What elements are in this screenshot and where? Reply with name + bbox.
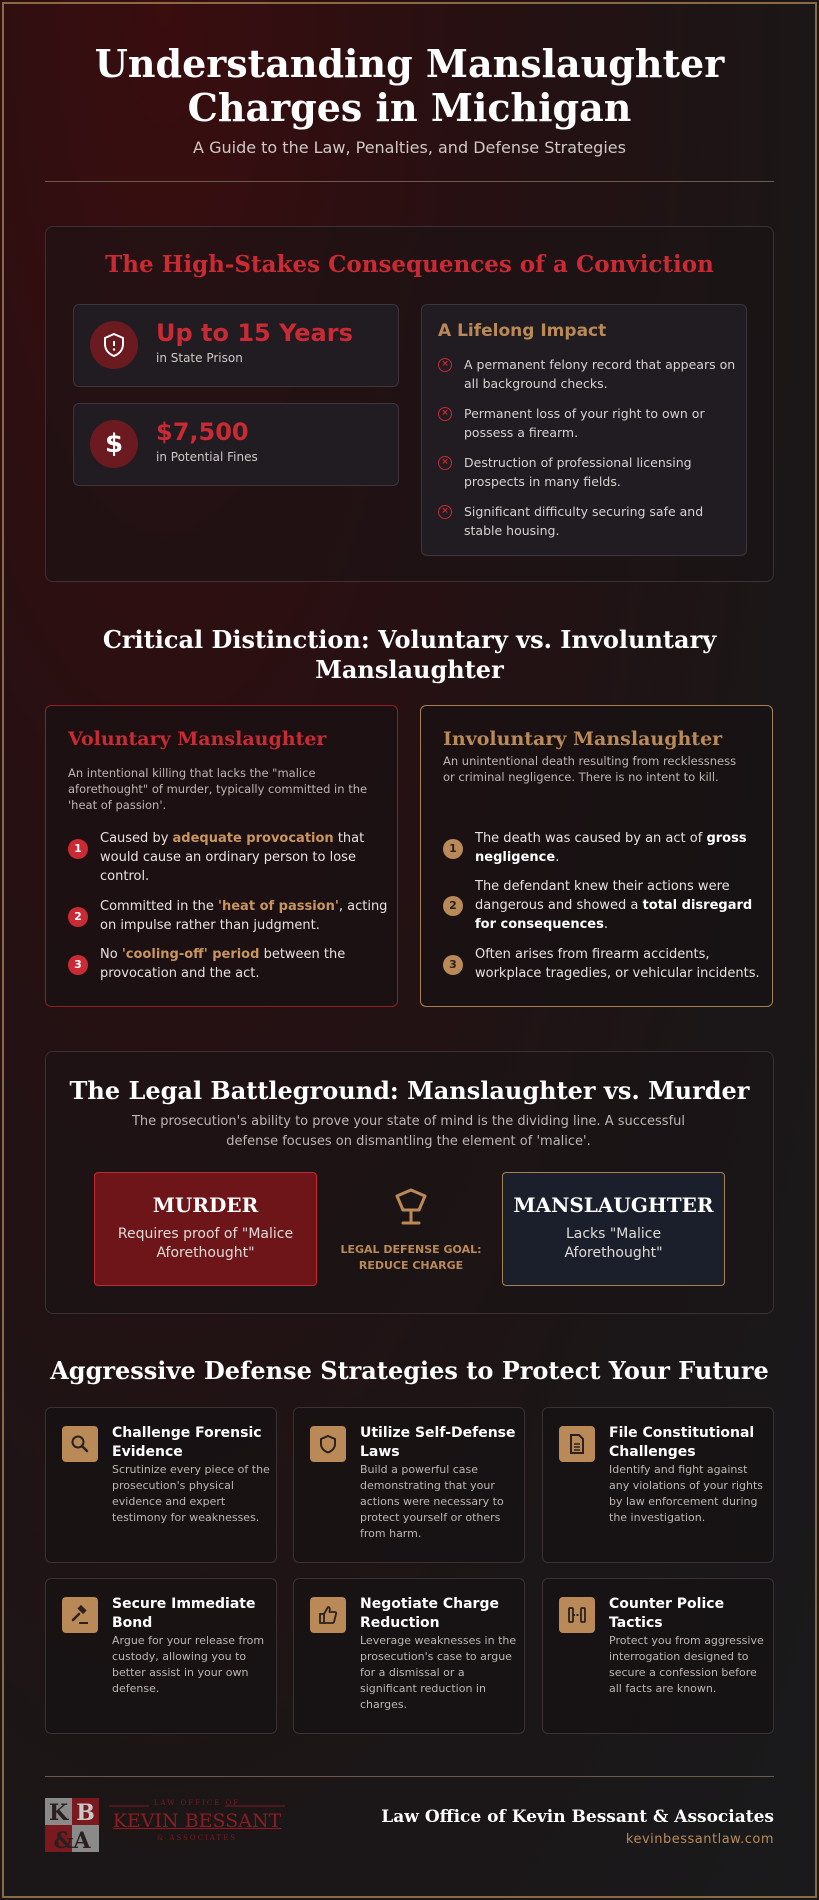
strategy-text: Leverage weaknesses in the prosecution's case to argue for a dismissal or a significant reduction in charges. — [360, 1634, 517, 1711]
number-badge: 3 — [443, 955, 463, 975]
involuntary-title: Involuntary Manslaughter — [443, 728, 723, 750]
svg-text:&A: &A — [53, 1828, 91, 1852]
list-item: 1 The death was caused by an act of gross negligence. — [443, 829, 763, 867]
murder-text: Requires proof of "Malice Aforethought" — [117, 1226, 294, 1261]
stat-value: Up to 15 Years — [156, 319, 353, 347]
voluntary-desc: An intentional killing that lacks the "malice aforethought" of murder, typically committed in the 'heat of passion'. — [68, 766, 368, 812]
x-circle-icon: × — [438, 407, 452, 421]
divider — [45, 181, 774, 182]
strategy-text: Identify and fight against any violations of your rights by law enforcement during the investigation. — [609, 1463, 764, 1524]
divider — [45, 1776, 774, 1777]
voluntary-card — [45, 705, 398, 1007]
thumbs-up-icon — [310, 1597, 346, 1633]
strategy-card — [45, 1407, 277, 1563]
list-item: 1 Caused by adequate provocation that would cause an ordinary person to lose control. — [68, 829, 388, 886]
number-badge: 3 — [68, 955, 88, 975]
firm-logo — [45, 1798, 305, 1852]
x-circle-icon: × — [438, 358, 452, 372]
list-item: 3 Often arises from firearm accidents, workplace tragedies, or vehicular incidents. — [443, 945, 763, 983]
stat-card-fines — [73, 403, 399, 486]
strategy-title: File Constitutional Challenges — [609, 1425, 755, 1460]
stat-value: $7,500 — [156, 418, 249, 446]
strategy-card — [45, 1578, 277, 1734]
list-item: 3 No 'cooling-off' period between the provocation and the act. — [68, 945, 388, 983]
strategy-title: Negotiate Charge Reduction — [360, 1596, 499, 1631]
dollar-icon: $ — [90, 420, 138, 468]
manslaughter-text: Lacks "Malice Aforethought" — [564, 1226, 663, 1261]
stat-card-prison — [73, 304, 399, 387]
impact-title: A Lifelong Impact — [438, 321, 607, 341]
strategy-title: Challenge Forensic Evidence — [112, 1425, 262, 1460]
shield-icon — [90, 321, 138, 369]
logo-small-text: LAW OFFICE OF — [153, 1799, 241, 1807]
svg-text:B: B — [76, 1800, 95, 1826]
list-item: × Destruction of professional licensing prospects in many fields. — [438, 453, 738, 491]
number-badge: 1 — [68, 839, 88, 859]
page-title: Understanding Manslaughter Charges in Michigan — [94, 41, 725, 130]
list-item: 2 The defendant knew their actions were dangerous and showed a total disregard for consequences. — [443, 877, 763, 934]
strategy-title: Utilize Self-Defense Laws — [360, 1425, 516, 1460]
murder-box — [94, 1172, 317, 1286]
strategy-card — [293, 1407, 525, 1563]
strategy-text: Protect you from aggressive interrogation designed to secure a confession before all facts are known. — [609, 1634, 764, 1695]
gavel-icon — [62, 1597, 98, 1633]
number-badge: 2 — [68, 907, 88, 927]
list-item: × Permanent loss of your right to own or possess a firearm. — [438, 404, 738, 442]
consequences-title: The High-Stakes Consequences of a Conviction — [105, 251, 714, 278]
strategy-text: Scrutinize every piece of the prosecution's physical evidence and expert testimony for weaknesses. — [112, 1463, 270, 1524]
logo-name: KEVIN BESSANT — [112, 1810, 282, 1832]
strategy-title: Counter Police Tactics — [609, 1596, 725, 1631]
document-icon — [559, 1426, 595, 1462]
handcuffs-icon — [559, 1597, 595, 1633]
search-icon — [62, 1426, 98, 1462]
battleground-title: The Legal Battleground: Manslaughter vs. Murder — [69, 1076, 750, 1105]
list-item: 2 Committed in the 'heat of passion', acting on impulse rather than judgment. — [68, 897, 388, 935]
number-badge: 2 — [443, 896, 463, 916]
lifelong-impact-card — [421, 304, 747, 556]
list-item: × Significant difficulty securing safe and stable housing. — [438, 502, 738, 540]
x-circle-icon: × — [438, 505, 452, 519]
involuntary-desc: An unintentional death resulting from recklessness or criminal negligence. There is no intent to kill. — [443, 754, 737, 784]
voluntary-title: Voluntary Manslaughter — [68, 728, 327, 750]
strategy-text: Argue for your release from custody, allowing you to better assist in your own defense. — [112, 1634, 265, 1695]
number-badge: 1 — [443, 839, 463, 859]
shield-icon — [310, 1426, 346, 1462]
distinction-title: Critical Distinction: Voluntary vs. Involuntary Manslaughter — [102, 625, 717, 684]
manslaughter-box — [502, 1172, 725, 1286]
list-item: × A permanent felony record that appears on all background checks. — [438, 355, 738, 393]
firm-url-link[interactable]: kevinbessantlaw.com — [625, 1832, 774, 1847]
involuntary-card — [420, 705, 773, 1007]
murder-title: MURDER — [152, 1193, 259, 1217]
strategy-card — [542, 1407, 774, 1563]
logo-assoc-text: & ASSOCIATES — [156, 1834, 238, 1842]
x-circle-icon: × — [438, 456, 452, 470]
battleground-panel — [45, 1051, 774, 1314]
firm-name: Law Office of Kevin Bessant & Associates — [381, 1807, 774, 1827]
stat-label: in State Prison — [156, 351, 243, 365]
defense-goal: LEGAL DEFENSE GOAL: REDUCE CHARGE — [340, 1243, 482, 1272]
consequences-panel — [45, 226, 774, 582]
strategy-text: Build a powerful case demonstrating that your actions were necessary to protect yourself or others from harm. — [360, 1463, 504, 1540]
strategy-card — [542, 1578, 774, 1734]
strategy-card — [293, 1578, 525, 1734]
scale-icon — [389, 1184, 433, 1228]
svg-text:K: K — [48, 1800, 69, 1826]
strategy-title: Secure Immediate Bond — [112, 1596, 256, 1631]
stat-label: in Potential Fines — [156, 450, 258, 464]
page-subtitle: A Guide to the Law, Penalties, and Defense Strategies — [193, 138, 626, 157]
strategies-title: Aggressive Defense Strategies to Protect Your Future — [50, 1356, 769, 1385]
manslaughter-title: MANSLAUGHTER — [513, 1193, 714, 1217]
battleground-desc: The prosecution's ability to prove your state of mind is the dividing line. A successful defense focuses on dismantling the element of 'malice'. — [131, 1114, 686, 1149]
